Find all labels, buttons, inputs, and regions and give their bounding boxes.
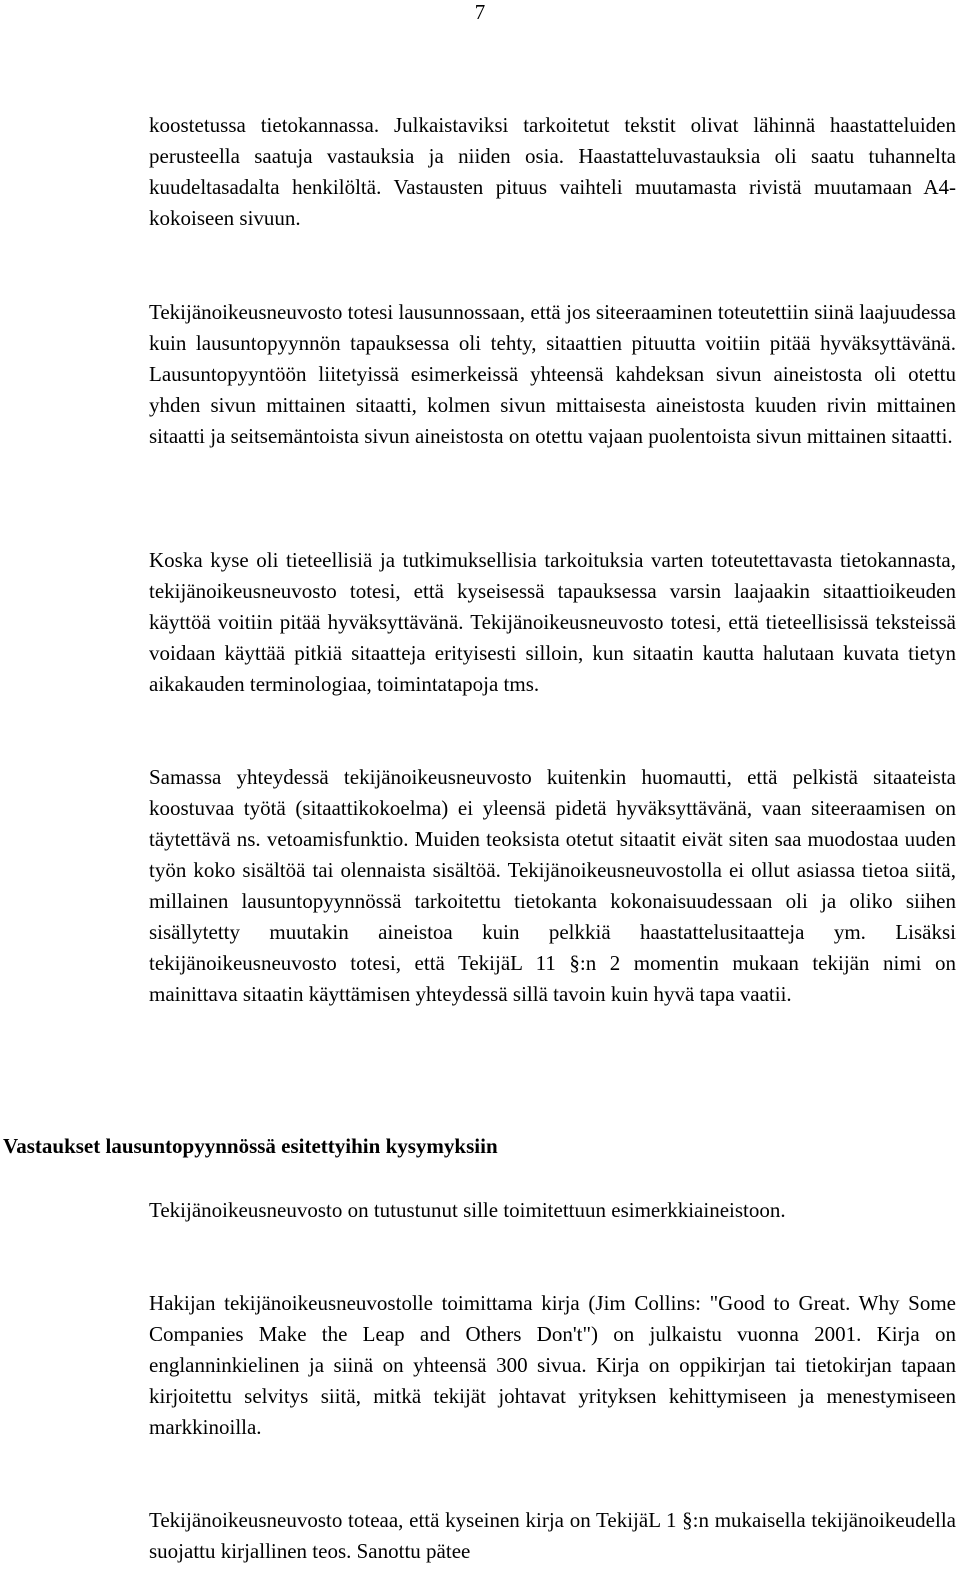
paragraph-scientific-purposes: Koska kyse oli tieteellisiä ja tutkimuksellisia tarkoituksia varten toteutettavasta tietokannasta, tekijänoikeusneuvosto totesi, että kyseisessä tapauksessa varsin laajaakin sitaattioikeuden käyttöä voitiin pitää hyväksyttävänä. Tekijänoikeusneuvosto totesi, että tieteellisissä teksteissä voidaan käyttää pitkiä sitaatteja erityisesti silloin, kun sitaatin kautta halutaan kuvata tietyn aikakauden terminologiaa, toimintatapoja tms. (149, 548, 956, 696)
paragraph-book-description: Hakijan tekijänoikeusneuvostolle toimittama kirja (Jim Collins: "Good to Great. Why Some Companies Make the Leap and Others Don't") on julkaistu vuonna 2001. Kirja on englanninkielinen ja siinä on yhteensä 300 sivua. Kirja on oppikirjan tai tietokirjan tapaan kirjoitettu selvitys siitä, mitkä tekijät johtavat yrityksen kehittymiseen ja menestymiseen markkinoilla. (149, 1291, 956, 1439)
section-heading: Vastaukset lausuntopyynnössä esitettyihin kysymyksiin (3, 1134, 498, 1158)
paragraph-database-texts: koostetussa tietokannassa. Julkaistaviksi tarkoitetut tekstit olivat lähinnä haastatteluiden perusteella saatuja vastauksia ja niiden osia. Haastatteluvastauksia oli saatu tuhannelta kuudeltasadalta henkilöltä. Vastausten pituus vaihteli muutamasta rivistä muutamaan A4-kokoiseen sivuun. (149, 113, 956, 230)
paragraph-quotation-collection: Samassa yhteydessä tekijänoikeusneuvosto kuitenkin huomautti, että pelkistä sitaateista koostuvaa työtä (sitaattikokoelma) ei yleensä pidetä hyväksyttävänä, vaan siteeraamisen on täytettävä ns. vetoamisfunktio. Muiden teoksista otetut sitaatit eivät siten saa muodostaa uuden työn koko sisältöä tai olennaista sisältöä. Tekijänoikeusneuvostolla ei ollut asiassa tietoa siitä, millainen lausuntopyynnössä tarkoitettu tietokanta kokonaisuudessaan oli ja oliko siihen sisällytetty muutakin aineistoa kuin pelkkiä haastattelusitaatteja ym. Lisäksi tekijänoikeusneuvosto totesi, että TekijäL 11 §:n 2 momentin mukaan tekijän nimi on mainittava sitaatin käyttämisen yhteydessä sillä tavoin kuin hyvä tapa vaatii. (149, 765, 956, 1006)
paragraph-copyright-protection: Tekijänoikeusneuvosto toteaa, että kyseinen kirja on TekijäL 1 §:n mukaisella tekijänoikeudella suojattu kirjallinen teos. Sanottu pätee (149, 1508, 956, 1563)
paragraph-sample-material: Tekijänoikeusneuvosto on tutustunut sille toimitettuun esimerkkiaineistoon. (149, 1198, 786, 1222)
page-number: 7 (474, 0, 486, 24)
paragraph-quotation-length: Tekijänoikeusneuvosto totesi lausunnossaan, että jos siteeraaminen toteutettiin siinä laajuudessa kuin lausuntopyynnön tapauksessa oli tehty, sitaattien pituutta voitiin pitää hyväksyttävänä. Lausuntopyyntöön liitetyissä esimerkeissä yhteensä kahdeksan sivun aineistosta oli otettu yhden sivun mittainen sitaatti, kolmen sivun mittaisesta aineistosta kuuden rivin mittainen sitaatti ja seitsemäntoista sivun aineistosta on otettu vajaan puolentoista sivun mittainen sitaatti. (149, 300, 956, 448)
